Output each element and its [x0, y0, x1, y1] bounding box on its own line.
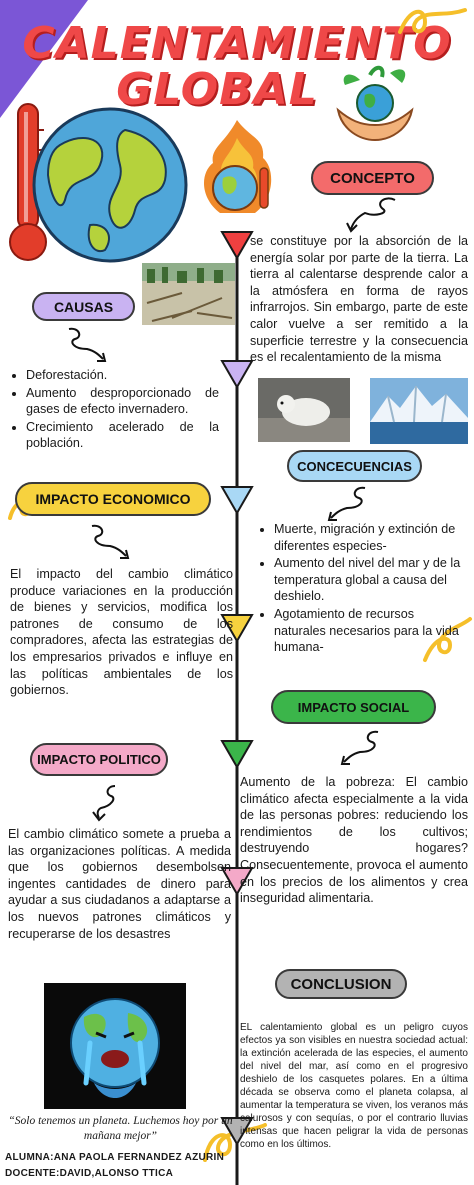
list-item: • Aumento desproporcionado de gases de efecto invernadero. — [26, 385, 219, 418]
impacto-economico-label: IMPACTO ECONOMICO — [15, 482, 211, 516]
curly-arrow-icon — [338, 728, 383, 768]
curly-arrow-icon — [65, 325, 110, 365]
credits-alumna: ALUMNA:ANA PAOLA FERNANDEZ AZURIN — [5, 1152, 225, 1163]
iceberg-photo — [370, 378, 468, 444]
impacto-economico-text: El impacto del cambio climático produce variaciones en la producción de bienes y servicios, modifica los patrones de consumo de los compradores, afecta las estrategias de los empresarios privados e influye en las políticas ambientales de los gobiernos. — [10, 567, 233, 698]
causas-label: CAUSAS — [32, 292, 135, 321]
list-item: • Deforestación. — [26, 367, 219, 384]
list-item: • Aumento del nivel del mar y de la temperatura global a causa del deshielo. — [274, 555, 468, 605]
title-line-1: CALENTAMIENTO — [22, 18, 452, 69]
quote-text: “Solo tenemos un planeta. Luchemos hoy por un mañana mejor” — [8, 1115, 233, 1142]
impacto-politico-label: IMPACTO POLITICO — [30, 743, 168, 776]
curly-arrow-icon — [325, 484, 370, 524]
title-line-2: GLOBAL — [116, 64, 318, 115]
credits-docente: DOCENTE:DAVID,ALONSO TTICA — [5, 1168, 174, 1179]
curly-arrow-icon — [88, 522, 133, 562]
impacto-politico-text: El cambio climático somete a prueba a las organizaciones políticas. A medida que los gobiernos desembolsen ingentes cantidades de dinero para ayudar a sus ciudadanos a adaptarse a los nuevos patrones climáticos y recuperarse de los desastres — [8, 827, 231, 941]
causas-list — [12, 367, 219, 453]
impacto-social-label: IMPACTO SOCIAL — [271, 690, 436, 724]
impacto-social-text: Aumento de la pobreza: El cambio climático afecta especialmente a la vida de las personas pobres: reduciendo los rendimientos de los cultivos; destruyendo hogares? Consecuentemente, provoca el aumento en los precios de los alimentos y crea inseguridad alimentaria. — [240, 775, 468, 906]
consecuencias-label: CONCECUENCIAS — [287, 450, 422, 482]
concepto-label: CONCEPTO — [311, 161, 434, 195]
crying-earth-image — [44, 983, 186, 1109]
list-item: • Agotamiento de recursos naturales necesarios para la vida humana- — [274, 606, 468, 656]
conclusion-label: CONCLUSION — [275, 969, 407, 999]
curly-arrow-icon — [85, 782, 125, 822]
conclusion-text: EL calentamiento global es un peligro cuyos efectos ya son visibles en nuestra sociedad actual: la extinción acelerada de las especies, el aumento del nivel del mar, así como en el progresivo deshielo de los casquetes polares. En a última década se observa como el planeta colapsa, al aumentar la temperatura se viven, los veranos más calurosos y con sequías, o por el contrario lluvias intensas que hacen peligrar la vida de personas como en los últimos. — [240, 1022, 468, 1150]
polar-bear-photo — [258, 378, 350, 442]
list-item: • Crecimiento acelerado de la población. — [26, 419, 219, 452]
deforestation-photo — [142, 263, 235, 325]
list-item: • Muerte, migración y extinción de diferentes especies- — [274, 521, 468, 554]
concepto-text: se constituye por la absorción de la energía solar por parte de la tierra. La tierra al calentarse desprende calor a la atmósfera en forma de rayos infrarrojos. Sin embargo, parte de este calor vuelve a ser remitido a la superficie terrestre y la consecuencia es el recalentamiento de la misma — [250, 234, 468, 365]
consecuencias-list — [260, 521, 468, 657]
